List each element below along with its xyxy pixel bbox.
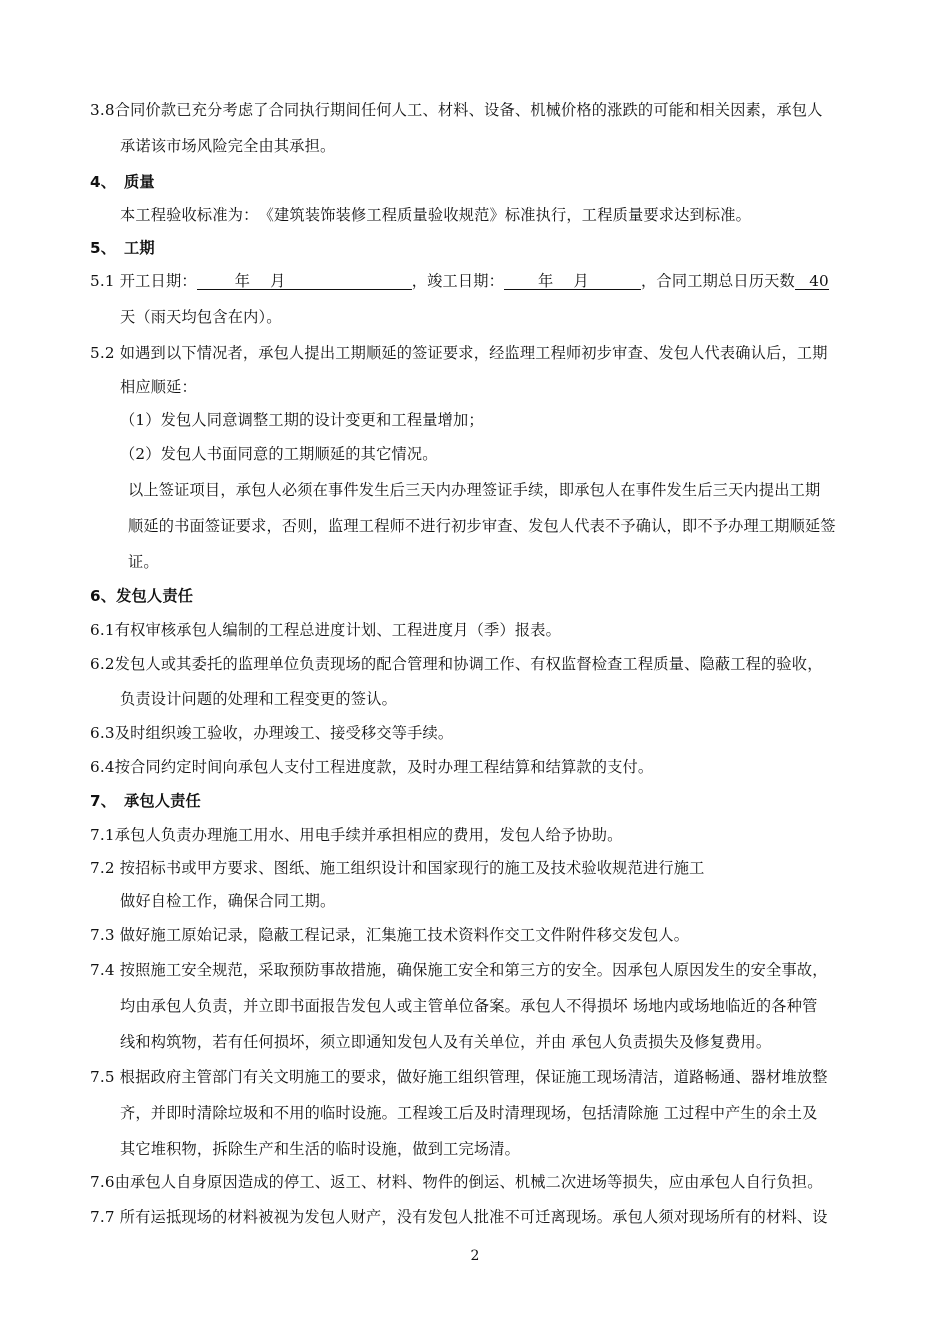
clause-5-2-item-2: （2）发包人书面同意的工期顺延的其它情况。 — [120, 445, 438, 463]
clause-6-1: 6.1有权审核承包人编制的工程总进度计划、工程进度月（季）报表。 — [90, 621, 561, 639]
clause-7-7-line-1: 7.7 所有运抵现场的材料被视为发包人财产，没有发包人批准不可迁离现场。承包人须对现场所有的材料、设 — [90, 1208, 828, 1226]
page-number: 2 — [470, 1248, 480, 1264]
clause-7-6: 7.6由承包人自身原因造成的停工、返工、材料、物件的倒运、机械二次进场等损失，应由承包人自行负担。 — [90, 1173, 823, 1191]
clause-5-2-note-line-1: 以上签证项目，承包人必须在事件发生后三天内办理签证手续，即承包人在事件发生后三天内提出工期 — [128, 481, 821, 499]
end-year-label: 年 — [538, 272, 554, 290]
clause-7-5-line-3: 其它堆积物，拆除生产和生活的临时设施，做到工完场清。 — [120, 1140, 521, 1158]
clause-5-2-line-1: 5.2 如遇到以下情况者，承包人提出工期顺延的签证要求，经监理工程师初步审查、发包人代表确认后，工期 — [90, 344, 828, 362]
clause-3-8-line-2: 承诺该市场风险完全由其承担。 — [120, 137, 336, 155]
clause-5-2-note-line-2: 顺延的书面签证要求，否则，监理工程师不进行初步审查、发包人代表不予确认，即不予办理工期顺延签 — [128, 517, 836, 535]
clause-7-2-line-1: 7.2 按招标书或甲方要求、图纸、施工组织设计和国家现行的施工及技术验收规范进行施工 — [90, 859, 705, 877]
start-month-label: 月 — [270, 272, 286, 290]
start-year-label: 年 — [234, 272, 251, 290]
clause-5-2-line-2: 相应顺延： — [120, 378, 197, 396]
section-heading-contractor-duties: 7、 承包人责任 — [90, 792, 201, 810]
clause-6-3: 6.3及时组织竣工验收，办理竣工、接受移交等手续。 — [90, 724, 454, 742]
clause-7-3: 7.3 做好施工原始记录，隐蔽工程记录，汇集施工技术资料作交工文件附件移交发包人。 — [90, 926, 690, 944]
quality-standard-text: 本工程验收标准为： 《建筑装饰装修工程质量验收规范》标准执行，工程质量要求达到标准。 — [120, 206, 752, 224]
clause-6-2-line-1: 6.2发包人或其委托的监理单位负责现场的配合管理和协调工作、有权监督检查工程质量、隐蔽工程的验收， — [90, 655, 823, 673]
clause-7-5-line-2: 齐，并即时清除垃圾和不用的临时设施。工程竣工后及时清理现场，包括清除施 工过程中产生的余土及 — [120, 1104, 818, 1122]
end-month-label: 月 — [573, 272, 589, 290]
clause-5-2-note-line-3: 证。 — [128, 553, 159, 571]
clause-7-4-line-2: 均由承包人负责，并立即书面报告发包人或主管单位备案。承包人不得损坏 场地内或场地临近的各种管 — [120, 997, 818, 1015]
clause-7-2-line-2: 做好自检工作，确保合同工期。 — [120, 892, 336, 910]
total-days-value: 40 — [795, 271, 829, 290]
clause-7-4-line-3: 线和构筑物，若有任何损坏，须立即通知发包人及有关单位，并由 承包人负责损失及修复费用。 — [120, 1033, 772, 1051]
total-days-label: ，合同工期总日历天数 — [641, 272, 795, 290]
completion-date-field — [504, 271, 641, 290]
start-date-field — [197, 271, 412, 290]
clause-6-4: 6.4按合同约定时间向承包人支付工程进度款，及时办理工程结算和结算款的支付。 — [90, 758, 654, 776]
completion-date-label: ，竣工日期： — [411, 272, 505, 290]
clause-6-2-line-2: 负责设计问题的处理和工程变更的签认。 — [120, 690, 397, 708]
clause-5-1-prefix: 5.1 开工日期： — [90, 272, 197, 290]
section-heading-quality: 4、 质量 — [90, 173, 155, 191]
clause-7-4-line-1: 7.4 按照施工安全规范，采取预防事故措施，确保施工安全和第三方的安全。因承包人原因发生的安全事故， — [90, 961, 828, 979]
section-heading-employer-duties: 6、发包人责任 — [90, 587, 194, 605]
clause-5-1-line-1 — [90, 271, 829, 291]
section-heading-schedule: 5、 工期 — [90, 239, 155, 257]
clause-5-2-item-1: （1）发包人同意调整工期的设计变更和工程量增加； — [120, 411, 484, 429]
clause-3-8-line-1: 3.8合同价款已充分考虑了合同执行期间任何人工、材料、设备、机械价格的涨跌的可能和相关因素，承包人 — [90, 101, 823, 119]
clause-7-1: 7.1承包人负责办理施工用水、用电手续并承担相应的费用，发包人给予协助。 — [90, 826, 623, 844]
clause-5-1-line-2: 天（雨天均包含在内）。 — [120, 308, 282, 326]
clause-7-5-line-1: 7.5 根据政府主管部门有关文明施工的要求，做好施工组织管理，保证施工现场清洁，道路畅通、器材堆放整 — [90, 1068, 828, 1086]
